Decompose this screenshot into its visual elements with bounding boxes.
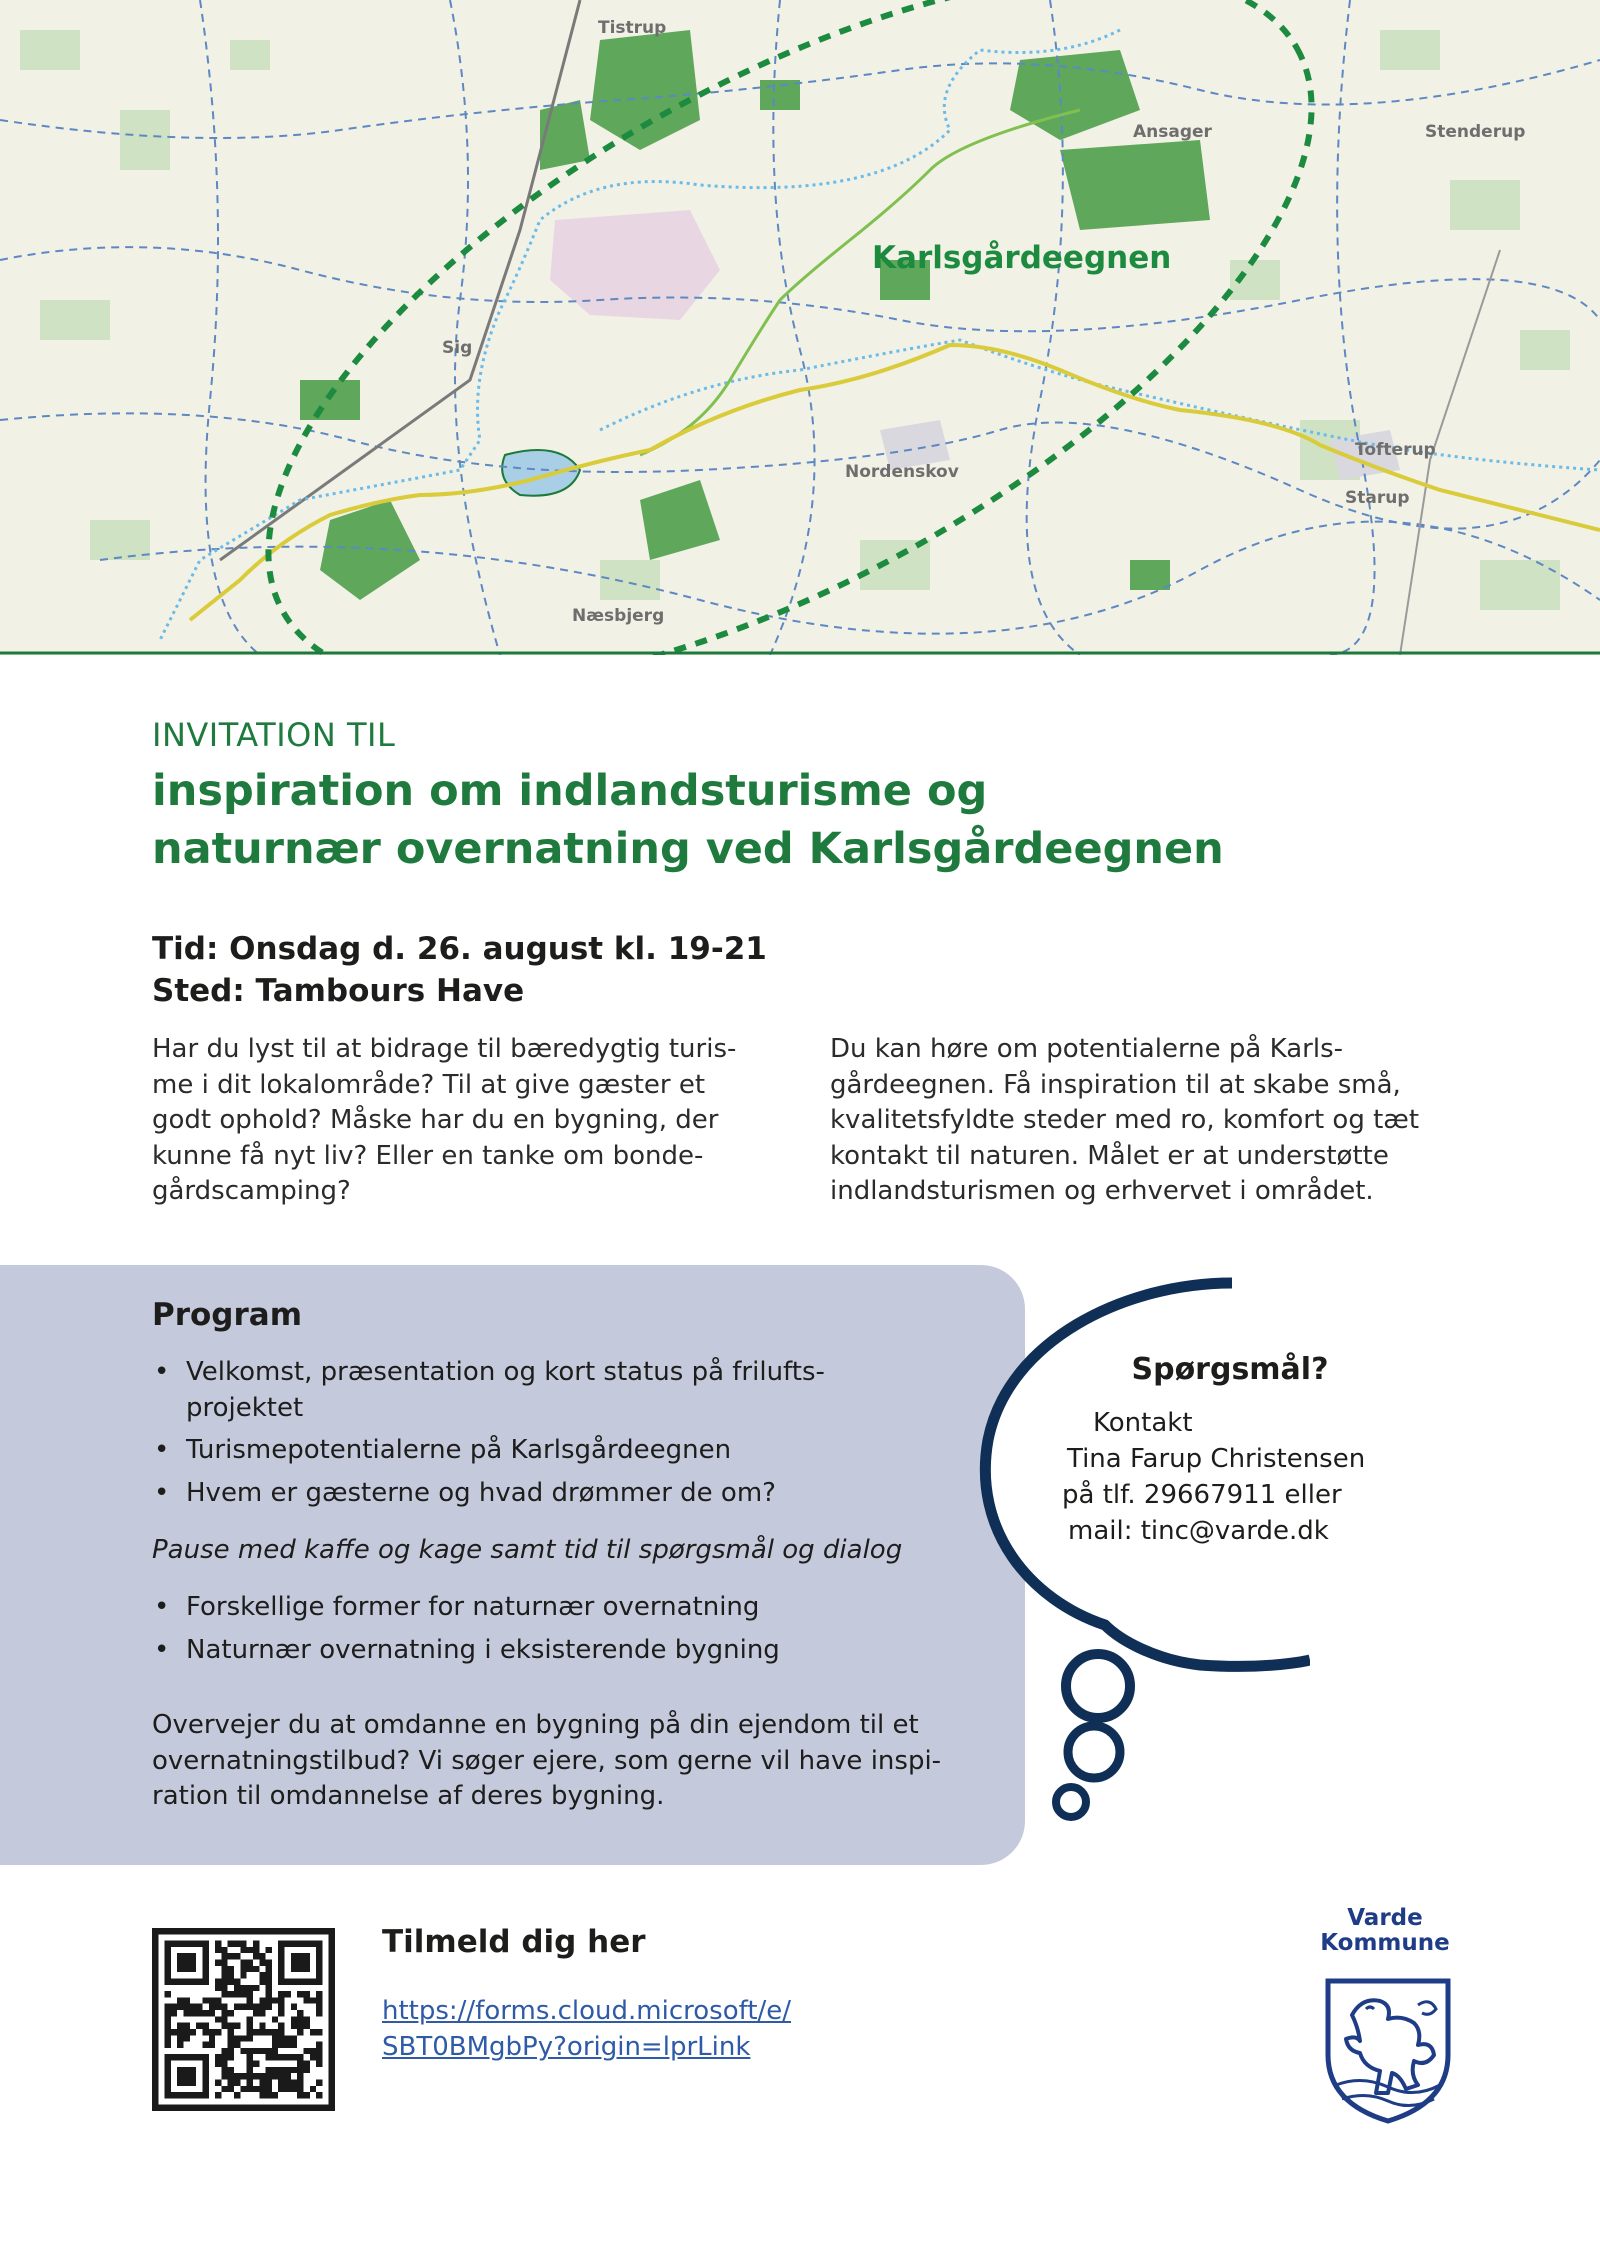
- map-label-tofterup: Tofterup: [1355, 440, 1436, 460]
- program-closing-line: Overvejer du at omdanne en bygning på din ejendom til et: [152, 1710, 919, 1740]
- program-list-after-pause: [152, 1590, 906, 1675]
- program-pause: Pause med kaffe og kage samt tid til spørgsmål og dialog: [152, 1535, 903, 1565]
- intro-right-line: kvalitetsfyldte steder med ro, komfort og tæt: [830, 1105, 1420, 1135]
- program-heading: Program: [152, 1297, 303, 1333]
- intro-left-line: godt ophold? Måske har du en bygning, der: [152, 1105, 719, 1135]
- questions-contact-label: Kontakt: [1093, 1408, 1193, 1438]
- program-item: • Hvem er gæsterne og hvad drømmer de om?: [152, 1476, 906, 1512]
- event-place: Sted: Tambours Have: [152, 973, 525, 1009]
- program-item: • Velkomst, præsentation og kort status på frilufts-projektet: [152, 1355, 906, 1426]
- varde-kommune-logo-text: [1310, 1906, 1460, 1956]
- map-label-karlsgaardeegnen: Karlsgårdeegnen: [872, 240, 1172, 276]
- questions-contact-mail: mail: tinc@varde.dk: [1068, 1516, 1329, 1546]
- map-label-stenderup: Stenderup: [1425, 122, 1526, 142]
- questions-contact-phone: på tlf. 29667911 eller: [1062, 1480, 1342, 1510]
- logo-line-1: Varde: [1347, 1905, 1423, 1931]
- questions-heading: Spørgsmål?: [1131, 1352, 1329, 1387]
- questions-contact-name: Tina Farup Christensen: [1067, 1444, 1366, 1474]
- invitation-kicker: INVITATION TIL: [152, 716, 396, 754]
- map-label-nordenskov: Nordenskov: [845, 462, 959, 482]
- map-label-tistrup: Tistrup: [598, 18, 667, 38]
- program-item: • Turismepotentialerne på Karlsgårdeegnen: [152, 1433, 906, 1469]
- qr-code[interactable]: [152, 1928, 335, 2111]
- intro-right-line: indlandsturismen og erhvervet i området.: [830, 1176, 1374, 1206]
- program-box: [0, 1265, 1025, 1865]
- program-item: • Naturnær overnatning i eksisterende bygning: [152, 1633, 906, 1669]
- intro-left-line: kunne få nyt liv? Eller en tanke om bonde-: [152, 1140, 704, 1171]
- page-title: [152, 762, 1452, 878]
- intro-right: [830, 1032, 1470, 1210]
- program-list-before-pause: [152, 1355, 906, 1518]
- map-label-sig: Sig: [442, 338, 473, 358]
- program-closing-line: ration til omdannelse af deres bygning.: [152, 1781, 665, 1811]
- program-closing-line: overnatningstilbud? Vi søger ejere, som gerne vil have inspi-: [152, 1745, 942, 1776]
- intro-left-line: me i dit lokalområde? Til at give gæster et: [152, 1069, 706, 1100]
- intro-left-line: Har du lyst til at bidrage til bæredygtig turis-: [152, 1034, 737, 1064]
- logo-line-2: Kommune: [1320, 1930, 1450, 1956]
- area-map: [0, 0, 1600, 655]
- signup-link[interactable]: [382, 1993, 791, 2065]
- intro-left-line: gårdscamping?: [152, 1176, 351, 1206]
- map-label-starup: Starup: [1345, 488, 1410, 508]
- map-label-ansager: Ansager: [1133, 122, 1212, 142]
- title-line-1: inspiration om indlandsturisme og: [152, 766, 988, 816]
- map-label-naesbjerg: Næsbjerg: [572, 606, 665, 626]
- program-closing: [152, 1708, 982, 1815]
- event-time: Tid: Onsdag d. 26. august kl. 19-21: [152, 931, 767, 967]
- event-details: [152, 928, 767, 1012]
- program-item: • Forskellige former for naturnær overnatning: [152, 1590, 906, 1626]
- title-line-2: naturnær overnatning ved Karlsgårdeegnen: [152, 824, 1224, 874]
- intro-right-line: gårdeegnen. Få inspiration til at skabe små,: [830, 1069, 1401, 1100]
- signup-link-line-1[interactable]: https://forms.cloud.microsoft/e/: [382, 1996, 792, 2026]
- intro-right-line: Du kan høre om potentialerne på Karls-: [830, 1034, 1343, 1064]
- signup-link-line-2[interactable]: SBT0BMgbPy?origin=lprLink: [382, 2032, 751, 2062]
- signup-heading: Tilmeld dig her: [382, 1924, 646, 1960]
- intro-right-line: kontakt til naturen. Målet er at understøtte: [830, 1140, 1389, 1171]
- lion-crest-icon: [1322, 1975, 1454, 2125]
- intro-left: [152, 1032, 762, 1210]
